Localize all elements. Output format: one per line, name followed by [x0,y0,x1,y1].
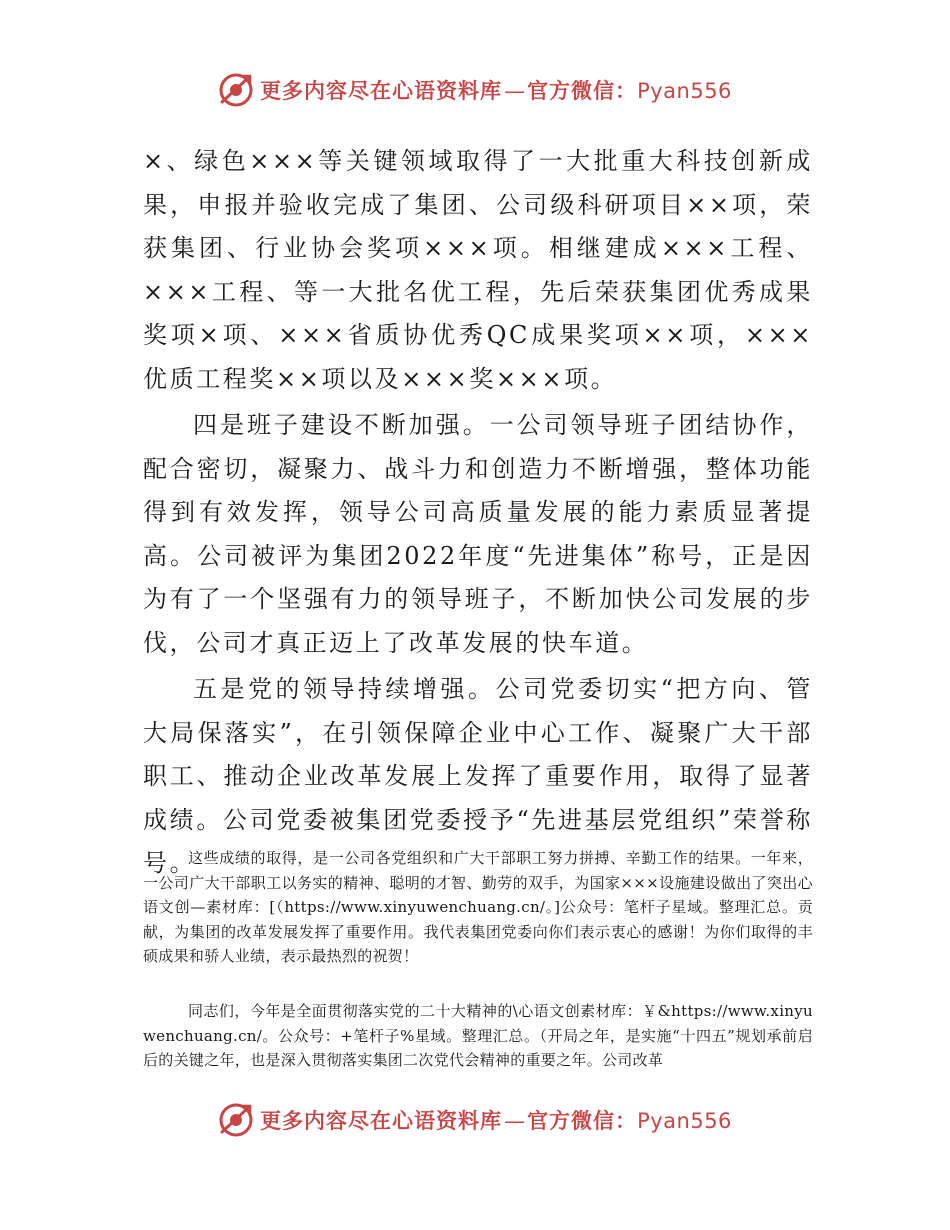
paragraph-comrades: 同志们，今年是全面贯彻落实党的二十大精神的\心语文创素材库：￥&https://www.xinyuwenchuang.cn/。公众号：+笔杆子%星域。整理汇总。（开局之年，是实施“十四五”规划承前启后的关键之年，也是深入贯彻落实集团二次党代会精神的重要之年。公司改革 [143,1002,813,1069]
paragraph-continuation: ×、绿色×××等关键领域取得了一大批重大科技创新成果，申报并验收完成了集团、公司级科研项目××项，荣获集团、行业协会奖项×××项。相继建成×××工程、×××工程、等一大批名优工程，先后荣获集团优秀成果奖项×项、×××省质协优秀QC成果奖项××项，×××优质工程奖××项以及×××奖×××项。 [143,147,813,393]
banner-main: 更多内容尽在心语资料库 [260,1109,503,1133]
banner-text [260,75,732,105]
banner-wechat-id: Pyan556 [637,1109,732,1133]
banner-wechat-id: Pyan556 [637,79,732,103]
footer-banner [0,1100,950,1140]
header-banner [0,70,950,110]
banner-text [260,1105,732,1135]
banner-label: 官方微信： [527,79,638,103]
logo-icon [218,72,254,108]
paragraph-achievements: 这些成绩的取得，是一公司各党组织和广大干部职工努力拼搏、辛勤工作的结果。一年来，一公司广大干部职工以务实的精神、聪明的才智、勤劳的双手，为国家×××设施建设做出了突出心语文创—素材库：[（https://www.xinyuwenchuang.cn/。]公众号：笔杆子星域。整理汇总。贡献，为集团的改革发展发挥了重要作用。我代表集团党委向你们表示衷心的感谢！为你们取得的丰硕成果和骄人业绩，表示最热烈的祝贺！ [143,849,813,965]
banner-separator: — [504,79,526,103]
banner-label: 官方微信： [527,1109,638,1133]
banner-main: 更多内容尽在心语资料库 [260,79,503,103]
banner-separator: — [504,1109,526,1133]
paragraph-team-building: 四是班子建设不断加强。一公司领导班子团结协作，配合密切，凝聚力、战斗力和创造力不断增强，整体功能得到有效发挥，领导公司高质量发展的能力素质显著提高。公司被评为集团2022年度“先进集体”称号，正是因为有了一个坚强有力的领导班子，不断加快公司发展的步伐，公司才真正迈上了改革发展的快车道。 [143,411,813,657]
paragraph-party-leadership: 五是党的领导持续增强。公司党委切实“把方向、管大局保落实”，在引领保障企业中心工作、凝聚广大干部职工、推动企业改革发展上发挥了重要作用，取得了显著成绩。公司党委被集团党委授予“先进基层党组织”荣誉称号。 [143,675,813,877]
logo-icon [218,1102,254,1138]
